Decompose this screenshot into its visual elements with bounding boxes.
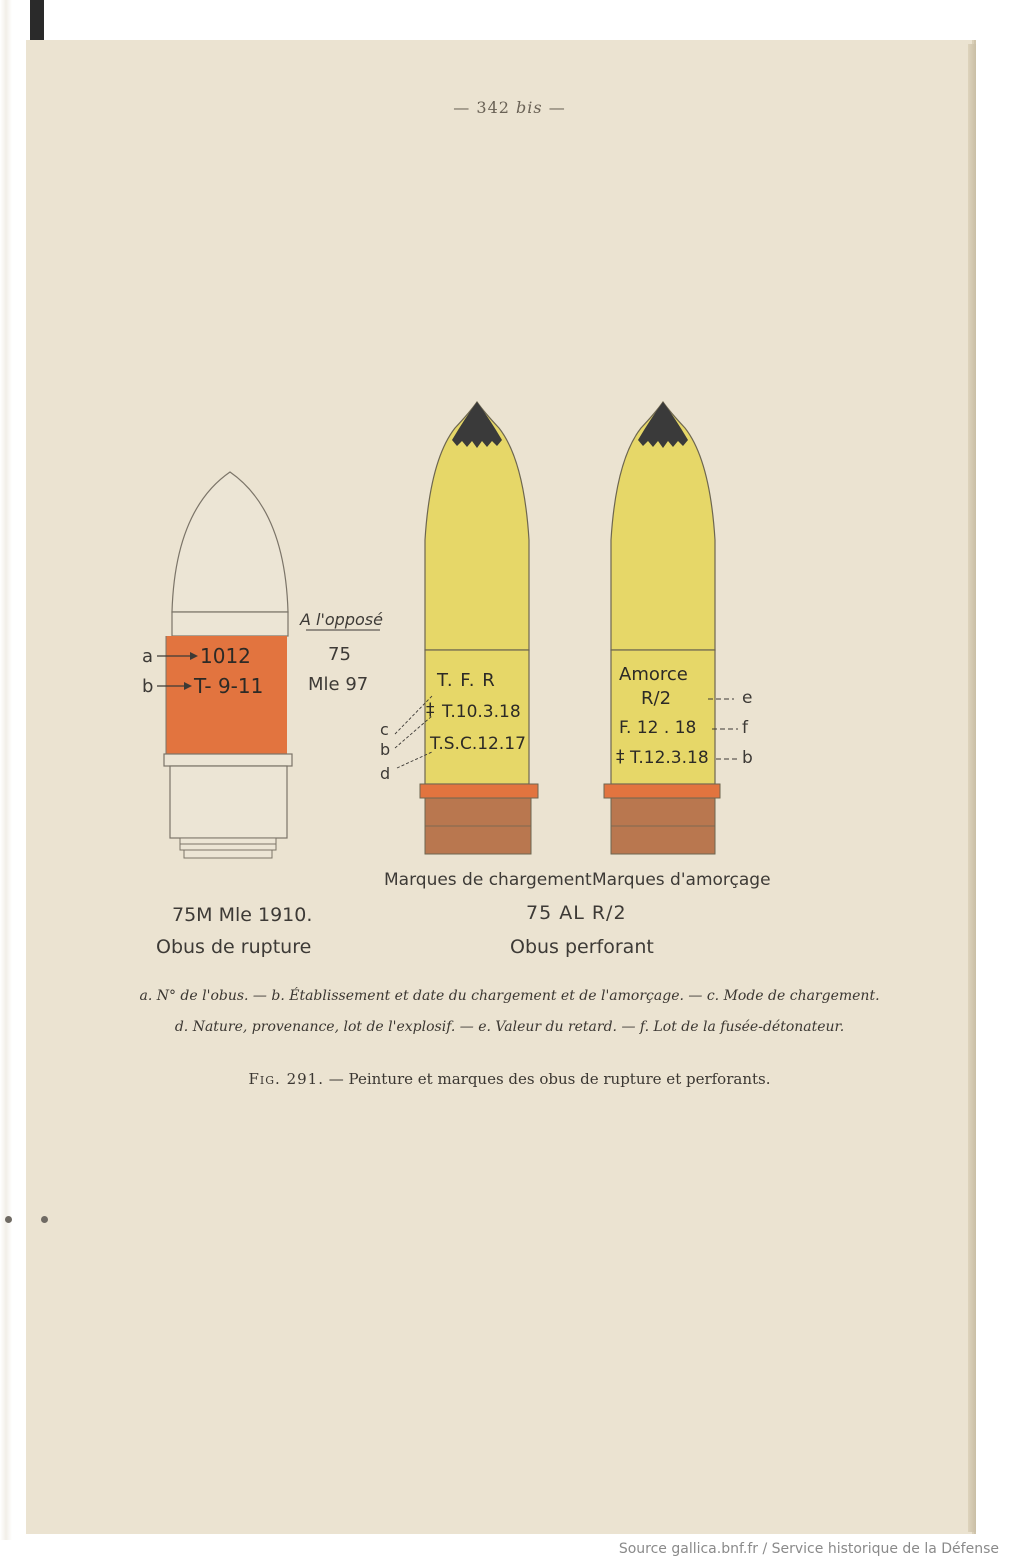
shell-rupture-base — [184, 850, 272, 858]
shell-rupture-driving-band — [164, 754, 292, 766]
shell-perforant-priming — [604, 402, 740, 854]
label-f: f — [742, 718, 748, 738]
figure-title: — Peinture et marques des obus de rupture et perforants. — [328, 1070, 771, 1088]
pair-designation: 75 AL R/2 — [526, 902, 627, 924]
priming-caption: Marques d'amorçage — [592, 870, 771, 890]
shell-priming-driving-band — [604, 784, 720, 798]
priming-mark-3: F. 12 . 18 — [619, 718, 697, 738]
figure-caption — [0, 1070, 1019, 1088]
pair-type: Obus perforant — [510, 936, 654, 958]
shell-rupture-ogive-band — [172, 612, 288, 636]
shell-rupture-body — [170, 766, 287, 838]
loading-mark-3: T.S.C.12.17 — [430, 734, 526, 754]
legend-line-2: d. Nature, provenance, lot de l'explosif. — e. Valeur du retard. — f. Lot de la fusée-détonateur. — [174, 1019, 845, 1035]
priming-arrow-icon: ‡ — [616, 747, 625, 767]
loading-arrow-icon: ‡ — [426, 700, 435, 720]
opposite-value: 75 — [328, 644, 351, 665]
figure-number: Fig. 291. — [248, 1070, 324, 1088]
margin-dot — [5, 1216, 12, 1223]
shell-number: 1012 — [200, 644, 251, 668]
margin-dot — [41, 1216, 48, 1223]
legend-line-1: a. N° de l'obus. — b. Établissement et date du chargement et de l'amorçage. — c. Mode de chargement. — [139, 988, 880, 1004]
opposite-label: A l'opposé — [300, 610, 383, 629]
label-b-middle: b — [380, 740, 391, 759]
loading-mark-2: T.10.3.18 — [442, 702, 521, 722]
shell-mark: T- 9-11 — [194, 674, 264, 698]
shell-perforant-loading — [395, 402, 538, 854]
shell-rupture-nose — [172, 472, 288, 612]
shell-loading-driving-band — [420, 784, 538, 798]
label-c: c — [380, 720, 389, 739]
label-b-right: b — [742, 748, 753, 768]
shell-designation: 75M Mle 1910. — [172, 904, 313, 926]
priming-mark-2: R/2 — [641, 688, 672, 709]
label-e: e — [742, 688, 753, 708]
label-b: b — [142, 676, 154, 697]
opposite-model: Mle 97 — [308, 674, 369, 695]
loading-mark-1: T. F. R — [437, 670, 496, 691]
shell-type: Obus de rupture — [156, 936, 312, 958]
page-number: — 342 bis — — [453, 98, 566, 117]
loading-caption: Marques de chargement — [384, 870, 592, 890]
source-credit: Source gallica.bnf.fr / Service historique de la Défense — [618, 1541, 999, 1557]
page-number-suffix: bis — [516, 98, 543, 117]
priming-mark-1: Amorce — [619, 664, 688, 685]
label-a: a — [142, 646, 154, 667]
label-d: d — [380, 764, 391, 783]
page-number-value: 342 — [476, 98, 510, 117]
priming-mark-4: T.12.3.18 — [630, 748, 709, 768]
shell-rupture — [157, 472, 380, 858]
